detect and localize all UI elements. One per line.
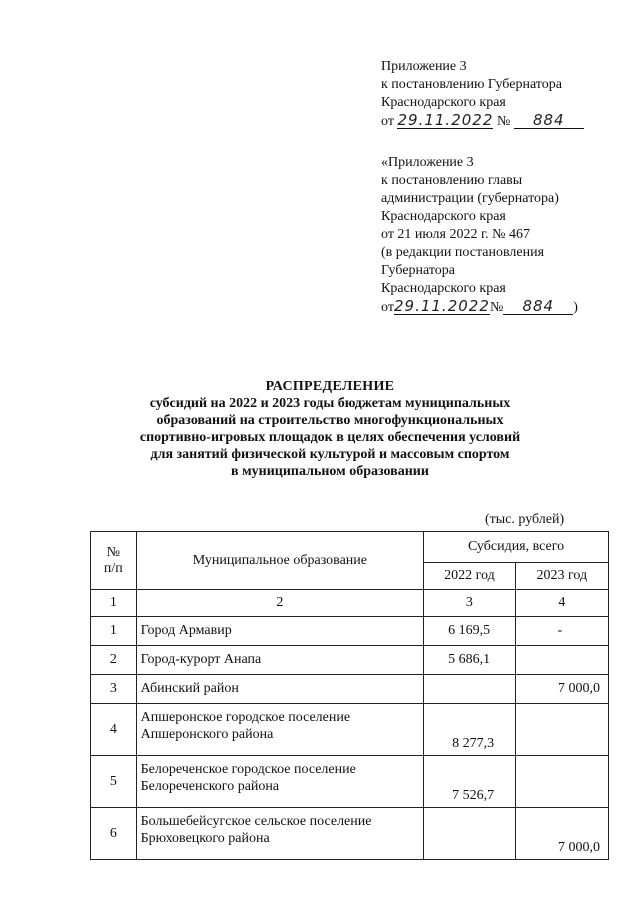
subsidy-2023: - xyxy=(515,617,608,646)
title-line-4: для занятий физической культурой и массовым спортом xyxy=(150,447,510,462)
handwritten-date-2: 29.11.2022 xyxy=(393,297,490,315)
title-heading: РАСПРЕДЕЛЕНИЕ xyxy=(265,379,395,394)
row-number: 2 xyxy=(91,646,137,675)
appendix2-word-a: к xyxy=(381,173,388,188)
appendix-line-1: Приложение 3 xyxy=(381,59,467,74)
column-index: 3 xyxy=(424,590,516,617)
table-row xyxy=(91,704,609,756)
title-line-2: образований на строительство многофункциональных xyxy=(156,413,504,428)
number-prefix-2: № xyxy=(489,300,504,315)
handwritten-date: 29.11.2022 xyxy=(397,111,494,129)
municipality-name-line-1: Белореченское городское поселение xyxy=(140,762,356,777)
appendix2-date-line xyxy=(381,298,611,317)
column-index: 1 xyxy=(91,590,137,617)
appendix-line-3: Краснодарского края xyxy=(381,95,506,110)
title-line-5: в муниципальном образовании xyxy=(231,464,429,479)
handwritten-number: 884 xyxy=(514,112,584,129)
document-title xyxy=(60,378,600,480)
header-number-sign: № xyxy=(106,544,120,560)
municipality-name: Город Армавир xyxy=(136,617,423,646)
distribution-table xyxy=(90,531,609,860)
subsidy-2022: 7 526,7 xyxy=(424,756,516,808)
table-row xyxy=(91,675,609,704)
column-index: 2 xyxy=(136,590,423,617)
header-subsidy: Субсидия, всего xyxy=(424,532,609,563)
subsidy-2023 xyxy=(515,704,608,756)
header-year-2023: 2023 год xyxy=(515,563,608,590)
table-row xyxy=(91,617,609,646)
municipality-name-line-1: Большебейсугское сельское поселение xyxy=(140,814,372,829)
municipality-name xyxy=(136,756,423,808)
appendix2-line-3: администрации (губернатора) xyxy=(381,191,559,206)
municipality-name-line-1: Апшеронское городское поселение xyxy=(140,710,351,725)
appendix2-line-5: от 21 июля 2022 г. № 467 xyxy=(381,227,530,242)
title-line-1: субсидий на 2022 и 2023 годы бюджетам муниципальных xyxy=(149,396,511,411)
table-row xyxy=(91,808,609,860)
closing-paren: ) xyxy=(573,300,578,315)
original-appendix-block xyxy=(381,154,611,317)
column-index: 4 xyxy=(515,590,608,617)
subsidy-2023 xyxy=(515,756,608,808)
number-prefix: № xyxy=(496,114,511,129)
appendix2-line-1: «Приложение 3 xyxy=(381,155,474,170)
subsidy-2022 xyxy=(424,808,516,860)
municipality-name-line-2: Брюховецкого района xyxy=(140,831,270,846)
handwritten-number-2: 884 xyxy=(503,298,573,315)
appendix2-word-c: главы xyxy=(487,173,523,188)
row-number: 6 xyxy=(91,808,137,860)
municipality-name-line-2: Апшеронского района xyxy=(140,727,274,742)
appendix-date-line xyxy=(381,112,611,131)
appendix2-line-4: Краснодарского края xyxy=(381,209,506,224)
table-row xyxy=(91,646,609,675)
column-index-row xyxy=(91,590,609,617)
appendix-line-2: к постановлению Губернатора xyxy=(381,77,562,92)
subsidy-2022: 8 277,3 xyxy=(424,704,516,756)
row-number: 5 xyxy=(91,756,137,808)
table-row xyxy=(91,756,609,808)
row-number: 1 xyxy=(91,617,137,646)
municipality-name: Абинский район xyxy=(136,675,423,704)
appendix2-line-7: Губернатора xyxy=(381,263,456,278)
subsidy-2023: 7 000,0 xyxy=(515,808,608,860)
appendix2-line-6: (в редакции постановления xyxy=(381,245,545,260)
title-line-3: спортивно-игровых площадок в целях обеспечения условий xyxy=(139,430,521,445)
subsidy-2022: 6 169,5 xyxy=(424,617,516,646)
appendix2-line-8: Краснодарского края xyxy=(381,281,506,296)
units-label: (тыс. рублей) xyxy=(485,512,565,527)
header-number xyxy=(91,532,137,590)
appendix-header xyxy=(381,58,611,131)
municipality-name-line-2: Белореченского района xyxy=(140,779,280,794)
header-municipality: Муниципальное образование xyxy=(136,532,423,590)
subsidy-2022 xyxy=(424,675,516,704)
municipality-name xyxy=(136,808,423,860)
subsidy-2023: 7 000,0 xyxy=(515,675,608,704)
date-prefix: от xyxy=(381,114,394,129)
municipality-name: Город-курорт Анапа xyxy=(136,646,423,675)
date-prefix-2: от xyxy=(381,300,394,315)
municipality-name xyxy=(136,704,423,756)
subsidy-2022: 5 686,1 xyxy=(424,646,516,675)
subsidy-2023 xyxy=(515,646,608,675)
appendix2-line-2 xyxy=(381,172,611,190)
row-number: 3 xyxy=(91,675,137,704)
table-header-row-1 xyxy=(91,532,609,563)
header-number-abbr: п/п xyxy=(103,560,123,576)
row-number: 4 xyxy=(91,704,137,756)
header-year-2022: 2022 год xyxy=(424,563,516,590)
appendix2-word-b: постановлению xyxy=(391,173,485,188)
